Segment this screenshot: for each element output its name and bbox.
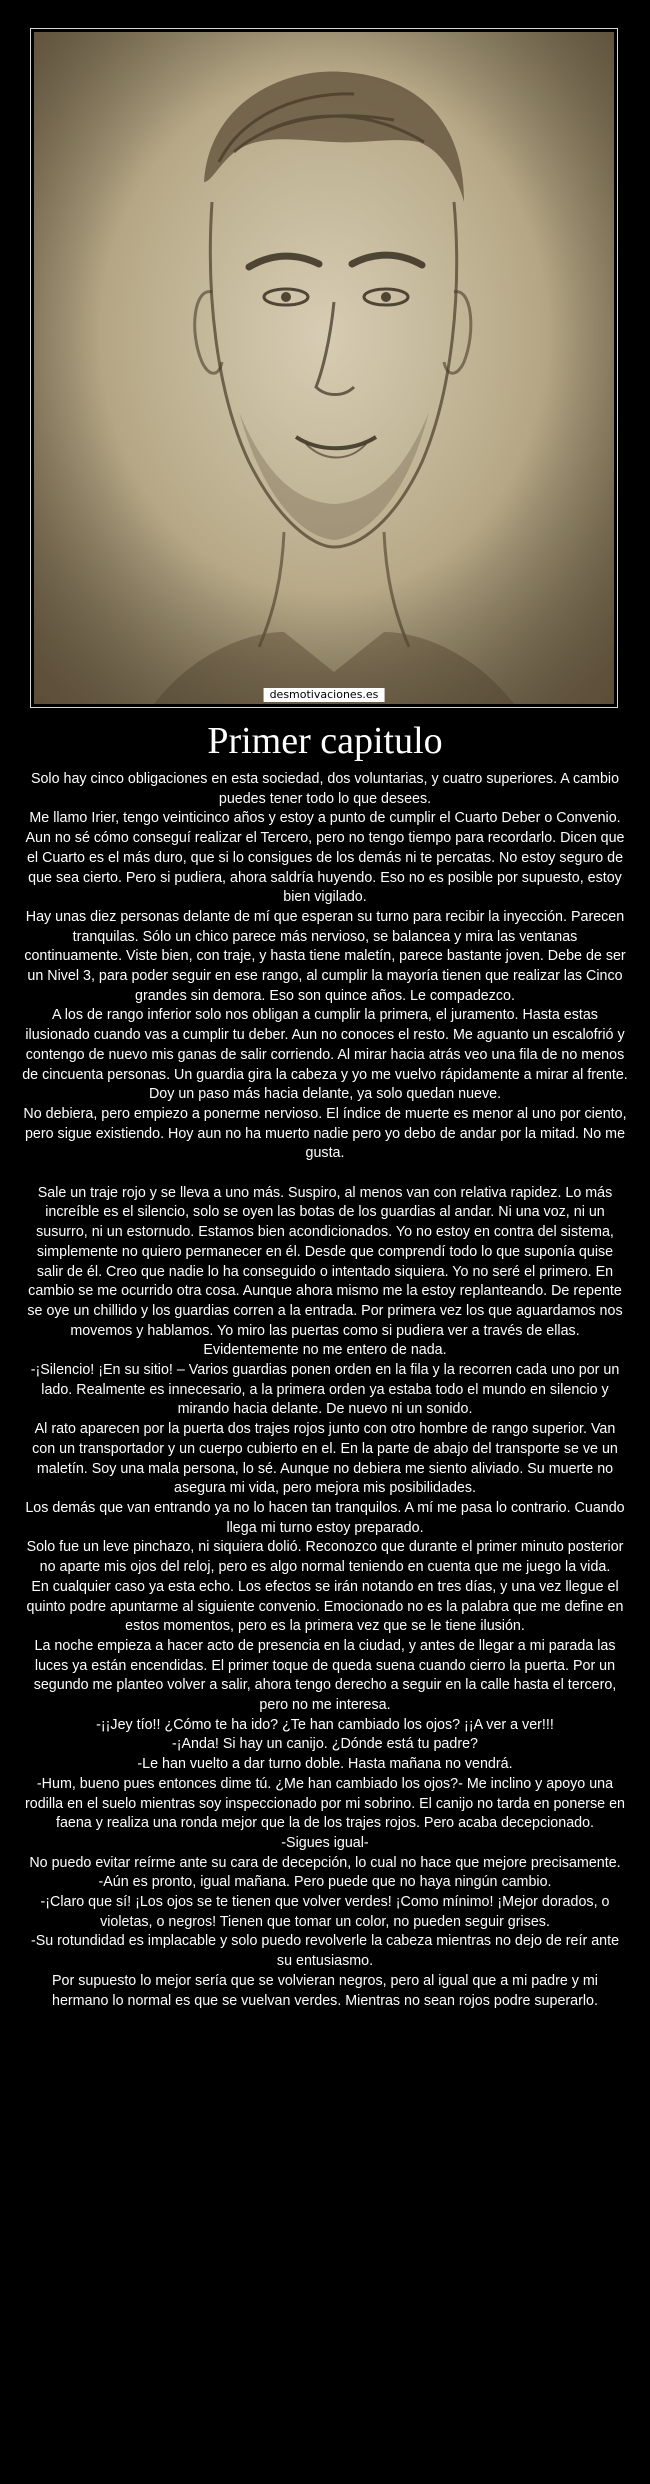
story-paragraph: No puedo evitar reírme ante su cara de decepción, lo cual no hace que mejore precisamente.: [29, 1854, 621, 1871]
story-paragraph: En cualquier caso ya esta echo. Los efectos se irán notando en tres días, y una vez llegue el quinto podre apuntarme al siguiente convenio. Emocionado no es la palabra que me define en estos momentos, pero es la primera vez que se le tiene ilusión.: [26, 1578, 624, 1635]
page-title: Primer capitulo: [207, 720, 443, 762]
story-paragraph: -¡Anda! Si hay un canijo. ¿Dónde está tu padre?: [172, 1736, 478, 1753]
story-paragraph: -Hum, bueno pues entonces dime tú. ¿Me han cambiado los ojos?- Me inclino y apoyo una rodilla en el suelo mientras soy inspeccionado por mi sobrino. El canijo no tarda en ponerse en faena y realiza una ronda mejor que la de los trajes rojos. Pero acaba decepcionado.: [24, 1775, 626, 1832]
story-paragraph: La noche empieza a hacer acto de presencia en la ciudad, y antes de llegar a mi parada las luces ya están encendidas. El primer toque de queda suena cuando cierro la puerta. Por un segundo me planteo volver a salir, ahora tengo derecho a seguir en la calle hasta el tercero, pero no me interesa.: [33, 1637, 617, 1714]
story-paragraph: -Su rotundidad es implacable y solo puedo revolverle la cabeza mientras no dejo de reír ante su entusiasmo.: [30, 1933, 620, 1970]
watermark-logo: desmotivaciones.es: [264, 688, 385, 702]
story-paragraph: -¡¡Jey tío!! ¿Cómo te ha ido? ¿Te han cambiado los ojos? ¡¡A ver a ver!!!: [96, 1716, 554, 1733]
story-paragraph: -Sigues igual-: [281, 1834, 369, 1851]
story-paragraph: A los de rango inferior solo nos obligan a cumplir la primera, el juramento. Hasta estas ilusionado cuando vas a cumplir tu deber. Aun no conoces el resto. Me aguanto un escalofrió y contengo de nuevo mis ganas de salir corriendo. Al mirar hacia atrás veo una fila de no menos de cincuenta personas. Un guardia gira la cabeza y yo me vuelvo rápidamente a mirar al frente. Doy un paso más hacia delante, ya solo quedan nueve.: [22, 1007, 628, 1103]
story-paragraph: Sale un traje rojo y se lleva a uno más. Suspiro, al menos van con relativa rapidez. Lo más increíble es el silencio, solo se oyen las botas de los guardias al andar. Ni una voz, ni un susurro, ni un estornudo. Estamos bien acondicionados. Yo no estoy en contra del sistema, simplemente no quiero permanecer en él. Desde que comprendí todo lo que suponía quise salir de él. Creo que nadie lo ha conseguido o intentado siquiera. Yo no seré el primero. En cambio se me ocurrido otra cosa. Aunque ahora mismo me la estoy replanteando. De repente se oye un chillido y los guardias corren a la entrada. Por primera vez los que aguardamos nos movemos y hablamos. Yo miro las puertas como si pudiera ver a través de ellas. Evidentemente no me entero de nada.: [27, 1184, 623, 1359]
poster-frame: [30, 28, 618, 708]
story-paragraph: No debiera, pero empiezo a ponerme nervioso. El índice de muerte es menor al uno por ciento, pero sigue existiendo. Hoy aun no ha muerto nadie pero yo debo de andar por la mitad. No me gusta.: [23, 1105, 627, 1162]
story-paragraph: -Aún es pronto, igual mañana. Pero puede que no haya ningún cambio.: [98, 1874, 552, 1891]
story-paragraph: Los demás que van entrando ya no lo hacen tan tranquilos. A mí me pasa lo contrario. Cuando llega mi turno estoy preparado.: [25, 1500, 625, 1536]
story-paragraph: Me llamo Irier, tengo veinticinco años y estoy a punto de cumplir el Cuarto Deber o Convenio. Aun no sé cómo conseguí realizar el Tercero, pero no tengo tiempo para recordarlo. Dicen que el Cuarto es el más duro, que si lo consigues de los demás ni te percatas. No estoy seguro de que sea cierto. Pero si pudiera, ahora saldría huyendo. Eso no es posible por supuesto, estoy bien vigilado.: [25, 810, 625, 906]
story-paragraph: -¡Silencio! ¡En su sitio! – Varios guardias ponen orden en la fila y la recorren cada uno por un lado. Realmente es innecesario, a la primera orden ya estaba todo el mundo en silencio y mirando hacia delante. De nuevo ni un sonido.: [30, 1362, 620, 1418]
story-paragraph: -Le han vuelto a dar turno doble. Hasta mañana no vendrá.: [137, 1756, 513, 1773]
story-paragraph: Solo hay cinco obligaciones en esta sociedad, dos voluntarias, y cuatro superiores. A cambio puedes tener todo lo que desees.: [30, 771, 620, 807]
story-paragraph: Por supuesto lo mejor sería que se volvieran negros, pero al igual que a mi padre y mi hermano lo normal es que se vuelvan verdes. Mientras no sean rojos podre superarlo.: [52, 1972, 598, 2009]
story-paragraph: Al rato aparecen por la puerta dos trajes rojos junto con otro hombre de rango superior. Van con un transportador y un cuerpo cubierto en el. En la parte de abajo del transporte se ve un maletín. Soy una mala persona, lo sé. Aunque no debiera me siento aliviado. Su muerte no asegura mi vida, pero mejora mis posibilidades.: [32, 1421, 618, 1497]
story-text: [22, 770, 628, 2011]
portrait-image: [34, 32, 614, 704]
story-paragraph: -¡Claro que sí! ¡Los ojos se te tienen que volver verdes! ¡Como mínimo! ¡Mejor dorados, o violetas, o negros! Tienen que tomar un color, no pueden seguir grises.: [40, 1894, 610, 1930]
paragraph-spacer: [22, 1164, 628, 1184]
portrait-sketch: [34, 32, 614, 704]
story-paragraph: Hay unas diez personas delante de mí que esperan su turno para recibir la inyección. Parecen tranquilas. Sólo un chico parece más nervioso, se balancea y mira las ventanas continuamente. Viste bien, con traje, y hasta tiene maletín, parece bastante joven. Debe de ser un Nivel 3, para poder seguir en ese rango, al cumplir la mayoría tienen que realizar las Cinco grandes sin demora. Eso son quince años. Le compadezco.: [24, 908, 626, 1004]
story-paragraph: Solo fue un leve pinchazo, ni siquiera dolió. Reconozco que durante el primer minuto posterior no aparte mis ojos del reloj, pero es algo normal teniendo en cuenta que me juego la vida.: [26, 1539, 624, 1576]
